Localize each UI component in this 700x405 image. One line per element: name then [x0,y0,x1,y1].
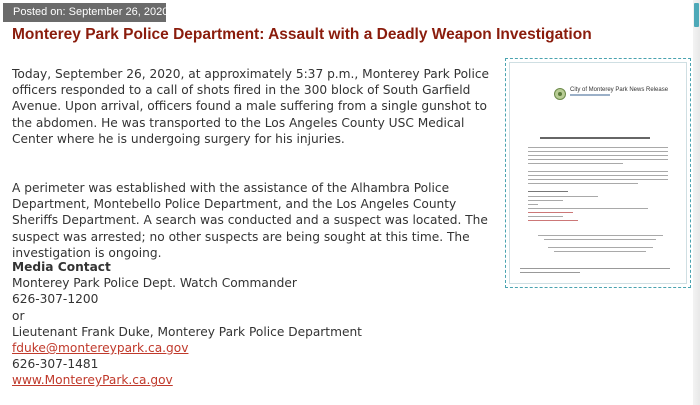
decorative-divider [528,191,568,192]
scrollbar-thumb[interactable] [694,3,699,27]
news-release-header: City of Monterey Park News Release [570,87,669,93]
decorative-divider [528,175,668,176]
media-contact-or: or [12,308,25,323]
decorative-divider [554,251,646,252]
decorative-divider [528,220,578,221]
decorative-divider [540,137,650,139]
decorative-divider [528,179,668,180]
decorative-divider [528,183,638,184]
media-contact-phone-1: 626-307-1200 [12,292,99,307]
decorative-divider [528,171,668,172]
news-release-page [509,62,687,284]
article-paragraph-2: A perimeter was established with the assistance of the Alhambra Police Department, Montebello Police Department, and the Los Angeles County Sheriffs Department. A search was conducted and a suspect was located. The suspect was arrested; no other suspects are being sought at this time. The investigation is ongoing. [12,181,488,260]
page-title: Monterey Park Police Department: Assault with a Deadly Weapon Investigation [12,26,592,43]
decorative-divider [570,94,610,96]
news-release-thumbnail[interactable] [505,58,691,288]
media-contact-heading: Media Contact [12,260,111,274]
decorative-divider [528,216,563,217]
decorative-divider [538,235,663,236]
website-link[interactable]: www.MontereyPark.ca.gov [12,373,173,388]
decorative-divider [528,159,668,160]
decorative-divider [520,272,580,273]
decorative-divider [528,212,573,213]
article-paragraph-1: Today, September 26, 2020, at approximately 5:37 p.m., Monterey Park Police officers responded to a call of shots fired in the 300 block of South Garfield Avenue. Upon arrival, officers found a male suffering from a single gunshot to the abdomen. He was transported to the Los Angeles County USC Medical Center where he is undergoing surgery for his injuries. [12,67,490,146]
decorative-divider [528,155,668,156]
decorative-divider [528,163,623,164]
media-contact-name-1: Monterey Park Police Dept. Watch Commander [12,276,297,291]
decorative-divider [528,204,538,205]
media-contact [12,259,497,389]
decorative-divider [528,151,668,152]
decorative-divider [520,268,670,269]
decorative-divider [528,208,648,209]
decorative-divider [528,196,598,197]
media-contact-name-2: Lieutenant Frank Duke, Monterey Park Police Department [12,324,362,339]
decorative-divider [528,200,563,201]
email-link[interactable]: fduke@montereypark.ca.gov [12,341,189,356]
decorative-divider [548,247,653,248]
posted-date-badge: Posted on: September 26, 2020 [3,3,166,22]
scrollbar-track[interactable] [693,0,700,405]
decorative-divider [544,239,656,240]
decorative-divider [528,147,668,148]
media-contact-phone-2: 626-307-1481 [12,357,99,372]
city-seal-icon [554,88,566,100]
